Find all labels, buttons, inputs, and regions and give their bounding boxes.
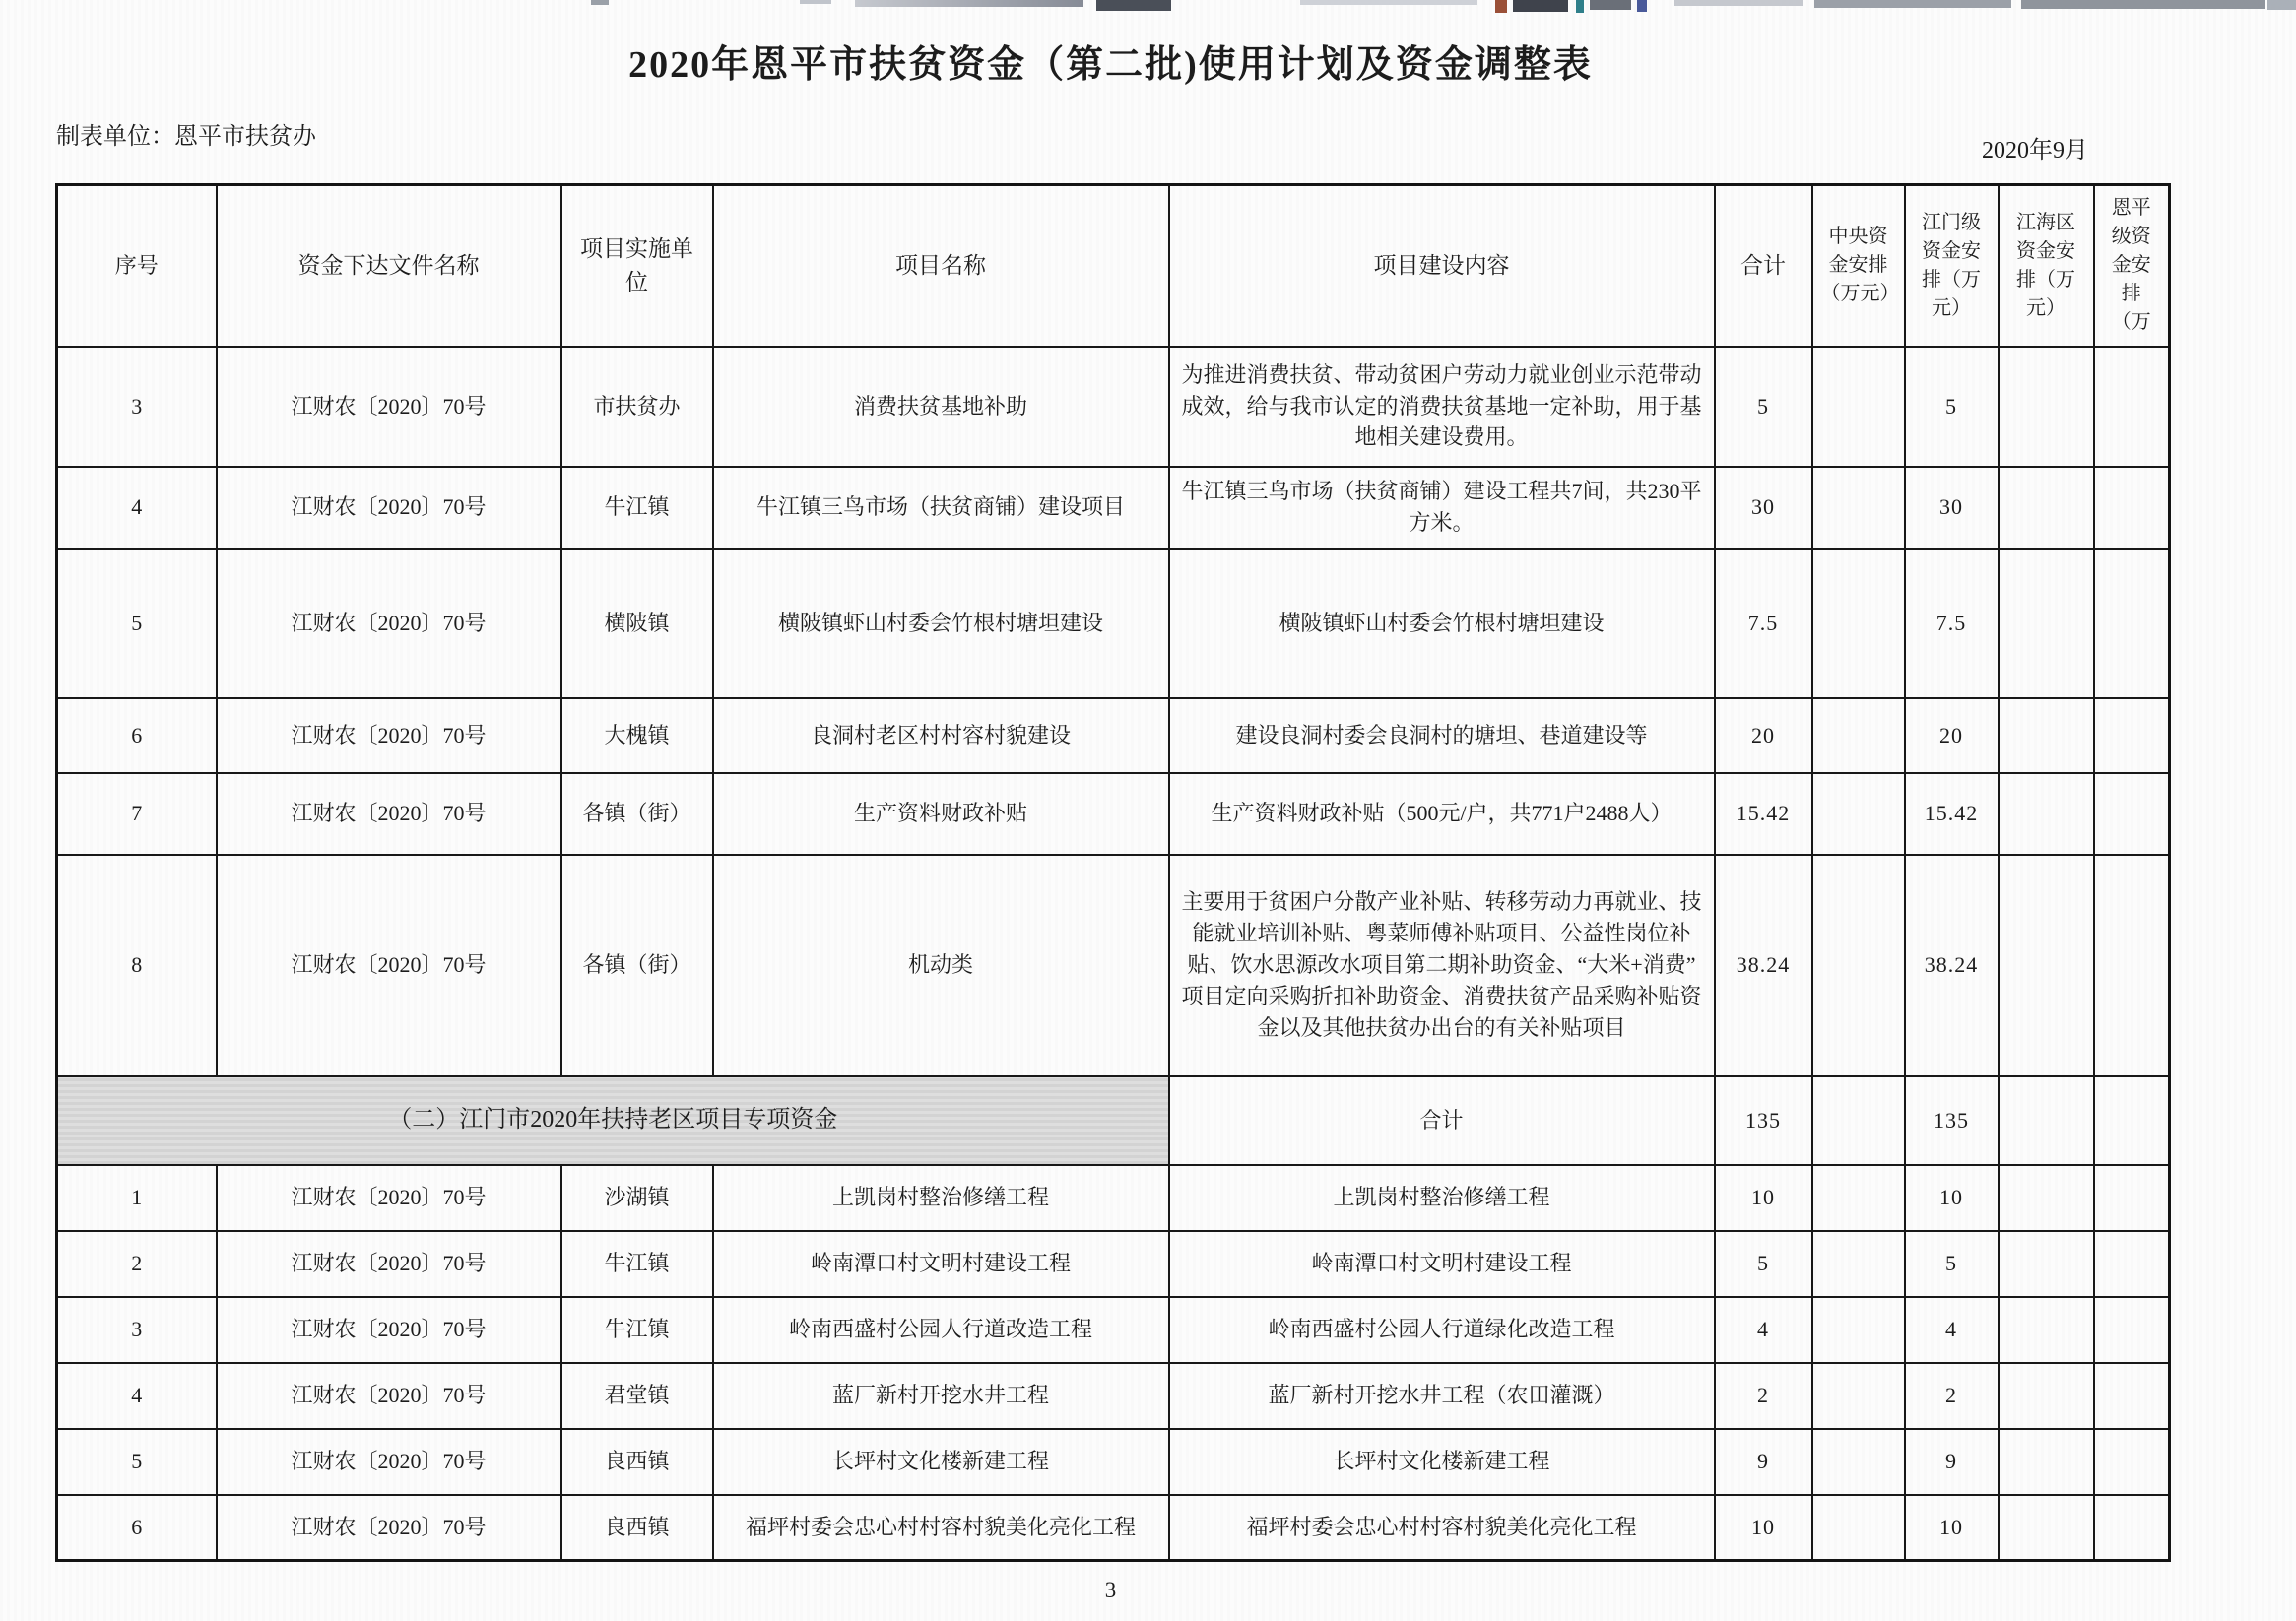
table-row — [57, 347, 2170, 467]
col-header-jiangmen-fund: 江门级资金安排（万元） — [1905, 185, 1999, 347]
cell-jianghai — [1999, 1297, 2094, 1363]
section-jianghai — [1999, 1076, 2094, 1165]
cell-central — [1812, 1363, 1905, 1429]
scan-artifact — [1576, 0, 1584, 13]
cell-jianghai — [1999, 1363, 2094, 1429]
cell-index: 6 — [57, 698, 217, 773]
cell-central — [1812, 549, 1905, 698]
section-enping — [2094, 1076, 2170, 1165]
cell-jiangmen: 30 — [1905, 467, 1999, 549]
cell-jianghai — [1999, 773, 2094, 855]
cell-project: 横陂镇虾山村委会竹根村塘坦建设 — [713, 549, 1169, 698]
cell-jiangmen: 10 — [1905, 1495, 1999, 1561]
cell-content: 牛江镇三鸟市场（扶贫商铺）建设工程共7间，共230平方米。 — [1169, 467, 1715, 549]
cell-jiangmen: 4 — [1905, 1297, 1999, 1363]
col-header-index: 序号 — [57, 185, 217, 347]
cell-project: 岭南西盛村公园人行道改造工程 — [713, 1297, 1169, 1363]
prepared-by-label: 制表单位：恩平市扶贫办 — [56, 124, 316, 150]
cell-jianghai — [1999, 1231, 2094, 1297]
cell-content: 建设良洞村委会良洞村的塘坦、巷道建设等 — [1169, 698, 1715, 773]
cell-jiangmen: 2 — [1905, 1363, 1999, 1429]
scan-artifact — [1590, 0, 1631, 10]
cell-jianghai — [1999, 467, 2094, 549]
scan-artifact — [1674, 0, 1803, 6]
section-central — [1812, 1076, 1905, 1165]
cell-index: 4 — [57, 467, 217, 549]
scan-artifact — [855, 0, 1083, 7]
cell-central — [1812, 773, 1905, 855]
cell-project: 蓝厂新村开挖水井工程 — [713, 1363, 1169, 1429]
cell-index: 4 — [57, 1363, 217, 1429]
cell-unit: 牛江镇 — [561, 467, 713, 549]
cell-document: 江财农〔2020〕70号 — [217, 1297, 561, 1363]
cell-central — [1812, 1429, 1905, 1495]
table-row — [57, 549, 2170, 698]
cell-jiangmen: 15.42 — [1905, 773, 1999, 855]
cell-content: 生产资料财政补贴（500元/户，共771户2488人） — [1169, 773, 1715, 855]
cell-index: 5 — [57, 1429, 217, 1495]
cell-index: 3 — [57, 347, 217, 467]
cell-enping — [2094, 1363, 2170, 1429]
table-row — [57, 773, 2170, 855]
cell-jianghai — [1999, 549, 2094, 698]
cell-jianghai — [1999, 698, 2094, 773]
cell-unit: 良西镇 — [561, 1429, 713, 1495]
cell-jiangmen: 5 — [1905, 347, 1999, 467]
page-number: 3 — [1104, 1578, 1117, 1602]
cell-index: 3 — [57, 1297, 217, 1363]
cell-jiangmen: 38.24 — [1905, 855, 1999, 1076]
cell-content: 岭南西盛村公园人行道绿化改造工程 — [1169, 1297, 1715, 1363]
cell-project: 机动类 — [713, 855, 1169, 1076]
scan-artifact — [2021, 0, 2265, 9]
scan-artifact — [1495, 0, 1507, 13]
cell-jianghai — [1999, 347, 2094, 467]
section-jiangmen: 135 — [1905, 1076, 1999, 1165]
cell-index: 1 — [57, 1165, 217, 1231]
cell-unit: 良西镇 — [561, 1495, 713, 1561]
cell-central — [1812, 1231, 1905, 1297]
cell-document: 江财农〔2020〕70号 — [217, 467, 561, 549]
scan-artifact — [1300, 0, 1477, 5]
section-title: （二）江门市2020年扶持老区项目专项资金 — [57, 1076, 1169, 1165]
scan-artifact — [591, 0, 609, 5]
scan-artifact — [1814, 0, 2011, 8]
cell-index: 6 — [57, 1495, 217, 1561]
cell-jianghai — [1999, 1429, 2094, 1495]
cell-enping — [2094, 347, 2170, 467]
col-header-central-fund: 中央资金安排（万元） — [1812, 185, 1905, 347]
page-title: 2020年恩平市扶贫资金（第二批)使用计划及资金调整表 — [628, 44, 1593, 86]
cell-enping — [2094, 1231, 2170, 1297]
cell-jiangmen: 5 — [1905, 1231, 1999, 1297]
cell-document: 江财农〔2020〕70号 — [217, 698, 561, 773]
cell-total: 2 — [1715, 1363, 1812, 1429]
cell-jianghai — [1999, 855, 2094, 1076]
cell-project: 消费扶贫基地补助 — [713, 347, 1169, 467]
cell-content: 为推进消费扶贫、带动贫困户劳动力就业创业示范带动成效，给与我市认定的消费扶贫基地一定补助，用于基地相关建设费用。 — [1169, 347, 1715, 467]
col-header-document: 资金下达文件名称 — [217, 185, 561, 347]
cell-total: 10 — [1715, 1495, 1812, 1561]
col-header-unit: 项目实施单位 — [561, 185, 713, 347]
cell-total: 9 — [1715, 1429, 1812, 1495]
cell-total: 15.42 — [1715, 773, 1812, 855]
cell-total: 20 — [1715, 698, 1812, 773]
cell-central — [1812, 467, 1905, 549]
scan-artifact — [1513, 0, 1568, 12]
cell-total: 7.5 — [1715, 549, 1812, 698]
header-row — [57, 185, 2170, 347]
cell-document: 江财农〔2020〕70号 — [217, 773, 561, 855]
scan-artifact — [1096, 0, 1171, 11]
cell-total: 4 — [1715, 1297, 1812, 1363]
cell-total: 10 — [1715, 1165, 1812, 1231]
section-subtotal-label: 合计 — [1169, 1076, 1715, 1165]
table-row — [57, 467, 2170, 549]
cell-content: 岭南潭口村文明村建设工程 — [1169, 1231, 1715, 1297]
cell-enping — [2094, 467, 2170, 549]
cell-document: 江财农〔2020〕70号 — [217, 1429, 561, 1495]
table-row — [57, 1165, 2170, 1231]
cell-unit: 市扶贫办 — [561, 347, 713, 467]
cell-enping — [2094, 855, 2170, 1076]
cell-index: 2 — [57, 1231, 217, 1297]
cell-content: 蓝厂新村开挖水井工程（农田灌溉） — [1169, 1363, 1715, 1429]
cell-content: 主要用于贫困户分散产业补贴、转移劳动力再就业、技能就业培训补贴、粤菜师傅补贴项目、公益性岗位补贴、饮水思源改水项目第二期补助资金、“大米+消费”项目定向采购折扣补助资金、消费扶贫产品采购补贴资金以及其他扶贫办出台的有关补贴项目 — [1169, 855, 1715, 1076]
cell-enping — [2094, 1429, 2170, 1495]
col-header-content: 项目建设内容 — [1169, 185, 1715, 347]
cell-enping — [2094, 1165, 2170, 1231]
table-row — [57, 698, 2170, 773]
cell-project: 上凯岗村整治修缮工程 — [713, 1165, 1169, 1231]
cell-jianghai — [1999, 1165, 2094, 1231]
table-row — [57, 1495, 2170, 1561]
cell-central — [1812, 1165, 1905, 1231]
cell-central — [1812, 347, 1905, 467]
cell-central — [1812, 855, 1905, 1076]
cell-central — [1812, 698, 1905, 773]
table-row — [57, 1429, 2170, 1495]
cell-jiangmen: 10 — [1905, 1165, 1999, 1231]
section-total: 135 — [1715, 1076, 1812, 1165]
subtitle-row — [56, 116, 2169, 163]
cell-total: 30 — [1715, 467, 1812, 549]
col-header-project: 项目名称 — [713, 185, 1169, 347]
table-row — [57, 1297, 2170, 1363]
scan-artifact — [1637, 0, 1647, 12]
cell-total: 38.24 — [1715, 855, 1812, 1076]
cell-document: 江财农〔2020〕70号 — [217, 347, 561, 467]
cell-unit: 大槐镇 — [561, 698, 713, 773]
cell-project: 岭南潭口村文明村建设工程 — [713, 1231, 1169, 1297]
table-row — [57, 855, 2170, 1076]
cell-project: 长坪村文化楼新建工程 — [713, 1429, 1169, 1495]
cell-jiangmen: 20 — [1905, 698, 1999, 773]
cell-unit: 各镇（街） — [561, 773, 713, 855]
cell-central — [1812, 1495, 1905, 1561]
section-header-row — [57, 1076, 2170, 1165]
cell-total: 5 — [1715, 347, 1812, 467]
cell-unit: 牛江镇 — [561, 1231, 713, 1297]
col-header-jianghai-fund: 江海区资金安排（万元） — [1999, 185, 2094, 347]
cell-enping — [2094, 549, 2170, 698]
cell-document: 江财农〔2020〕70号 — [217, 549, 561, 698]
cell-index: 7 — [57, 773, 217, 855]
cell-content: 福坪村委会忠心村村容村貌美化亮化工程 — [1169, 1495, 1715, 1561]
cell-content: 长坪村文化楼新建工程 — [1169, 1429, 1715, 1495]
table-row — [57, 1363, 2170, 1429]
col-header-enping-fund: 恩平级资金安排（万 — [2094, 185, 2170, 347]
report-date: 2020年9月 — [1982, 138, 2088, 163]
scan-artifact — [800, 0, 831, 4]
cell-index: 8 — [57, 855, 217, 1076]
col-header-total: 合计 — [1715, 185, 1812, 347]
cell-central — [1812, 1297, 1905, 1363]
fund-plan-table — [55, 183, 2171, 1562]
cell-document: 江财农〔2020〕70号 — [217, 1363, 561, 1429]
scan-artifact — [2267, 0, 2296, 10]
cell-jiangmen: 9 — [1905, 1429, 1999, 1495]
cell-document: 江财农〔2020〕70号 — [217, 855, 561, 1076]
cell-index: 5 — [57, 549, 217, 698]
table-row — [57, 1231, 2170, 1297]
cell-jiangmen: 7.5 — [1905, 549, 1999, 698]
cell-unit: 沙湖镇 — [561, 1165, 713, 1231]
cell-project: 福坪村委会忠心村村容村貌美化亮化工程 — [713, 1495, 1169, 1561]
cell-unit: 牛江镇 — [561, 1297, 713, 1363]
cell-enping — [2094, 698, 2170, 773]
cell-content: 横陂镇虾山村委会竹根村塘坦建设 — [1169, 549, 1715, 698]
cell-content: 上凯岗村整治修缮工程 — [1169, 1165, 1715, 1231]
cell-document: 江财农〔2020〕70号 — [217, 1165, 561, 1231]
cell-document: 江财农〔2020〕70号 — [217, 1495, 561, 1561]
cell-project: 良洞村老区村村容村貌建设 — [713, 698, 1169, 773]
cell-project: 牛江镇三鸟市场（扶贫商铺）建设项目 — [713, 467, 1169, 549]
cell-enping — [2094, 773, 2170, 855]
cell-unit: 各镇（街） — [561, 855, 713, 1076]
cell-enping — [2094, 1495, 2170, 1561]
cell-jianghai — [1999, 1495, 2094, 1561]
cell-unit: 横陂镇 — [561, 549, 713, 698]
cell-document: 江财农〔2020〕70号 — [217, 1231, 561, 1297]
cell-enping — [2094, 1297, 2170, 1363]
cell-project: 生产资料财政补贴 — [713, 773, 1169, 855]
cell-unit: 君堂镇 — [561, 1363, 713, 1429]
cell-total: 5 — [1715, 1231, 1812, 1297]
